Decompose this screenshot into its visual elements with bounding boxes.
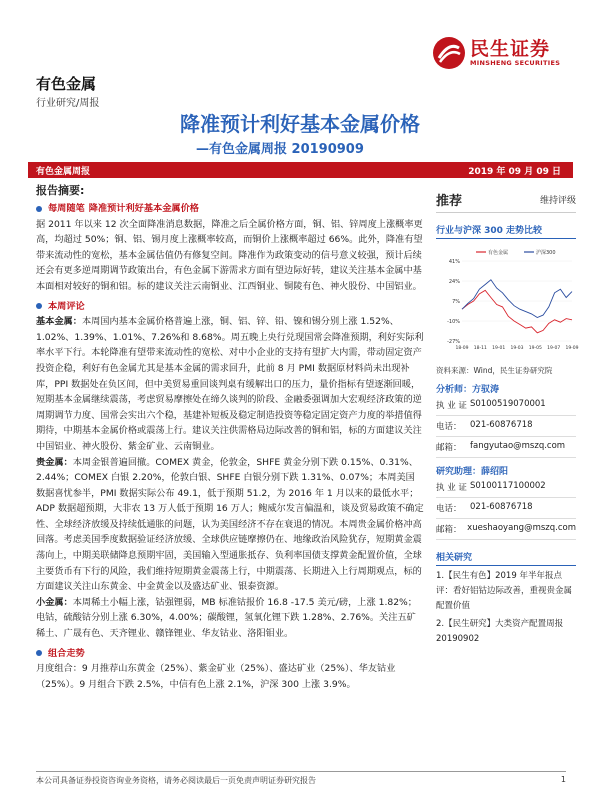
related-heading: 相关研究 [436,550,576,566]
sidebar [436,190,579,647]
header-bar [28,162,573,178]
bullet-icon [36,206,42,212]
x-tick-label: 19-03 [510,346,524,351]
chart-heading: 行业与沪深 300 走势比较 [436,223,576,239]
x-tick-label: 18-11 [473,346,487,351]
precious-metals-text: 贵金属：本周金银普遍回撤。COMEX 黄金，伦敦金，SHFE 黄金分别下跌 0.15%、0.31%、2.44%；COMEX 白银 2.20%，伦敦白银、SHFE 白银分别下跌 1.31%、0.07%；本周美国数据喜忧参半，PMI 数据实际公布 49.1，低于预期 51.2，为 2016 年 1 月以来的最低水平；ADP 数据超预期，大非农 13 万人低于预期 16 万人；鲍威尔发言偏温和，谈及贸易政策不确定性、全球经济放缓及持续低通胀的问题，认为美国经济不存在衰退的情况。本周贵金属价格冲高回落。考虑美国季度数据验证经济放缓、全球供应链摩擦仍在、地缘政治风险犹存，短期黄金震荡向上，中期美联储降息预期牢固，美国输入型通胀抵存、负利率国债支撑黄金配置价值，全球主要货币有下行的风险，我们维持短期黄金震荡上行，中期震荡、长期进入上行周期观点，标的方面建议关注山东黄金、中金黄金以及盛达矿业、银泰资源。 [36,456,424,593]
related-item[interactable]: 1.【民生有色】2019 年半年报点评：看好铝钴边际改善，重视贵金属配置价值 [436,571,573,611]
trend-chart [436,245,579,355]
section-heading-review: 本周评论 [36,299,424,315]
report-title: 降准预计利好基本金属价格 [180,112,420,136]
y-tick-label: -27% [447,339,460,345]
rating: 维持评级 [539,196,576,206]
researcher-phone-row: 电话： 021-60876718 [436,498,576,519]
researcher-cert-row: 执 业 证 S0100117100002 [436,477,576,498]
analyst-heading: 分析师：方驭涛 [436,385,500,395]
base-metals-text: 基本金属：本周国内基本金属价格普遍上涨，铜、铝、锌、铅、镍和锡分别上涨 1.52%、1.02%、1.39%、1.01%、7.26%和 8.68%。周五晚上央行兑现国常会降准预期，利好实际利率水平下行。本轮降准有望带来流动性的宽松、对中小企业的支持有望扩大内需，带动固定资产投资企稳，利好有色金属尤其是基本金属的需求回升，此前 8 月 PMI 数据原材料尚未出现补库，PPI 数据处在负区间，但中美贸易重回谈判桌有缓解出口的压力，量价指标有望逐渐回暖，短期基本金属继续震荡，考虑贸易摩擦处在缔久谈判的阶段、金融委强调加大宏观经济政策的逆周期调节力度、国常会实出六个稳，基建补短板及稳定制造投资等稳定固定资产力度的举措值得期待，中期基本金属价格或震荡上行。建议关注供需格局边际改善的铜和铝，标的方面建议关注中国铝业、神火股份、紫金矿业、云南铜业。 [36,316,424,452]
x-tick-label: 19-07 [547,346,561,351]
header-bar-label: 有色金属周报 [36,167,91,177]
bullet-icon [36,303,42,309]
rating-row [436,190,576,213]
x-tick-label: 19-09 [565,346,579,351]
analyst-cert-row: 执 业 证 S0100519070001 [436,395,576,416]
footer-disclaimer: 本公司具备证券投资咨询业务资格，请务必阅读最后一页免责声明证券研究报告 [36,776,316,785]
brand-logo [432,36,560,70]
sector-name: 有色金属 [36,75,97,93]
x-tick-label: 19-05 [528,346,542,351]
researcher-heading: 研究助理：薛绍阳 [436,467,509,477]
bullet-icon [36,650,42,656]
series-line [462,280,572,318]
legend-label: 沪深300 [536,250,556,256]
x-tick-label: 18-09 [455,346,469,351]
legend-label: 有色金属 [488,250,509,256]
analyst-email-row[interactable]: 邮箱： fangyutao@mszq.com [436,437,576,458]
brand-name-en: MINSHENG SECURITIES [470,59,561,67]
weekly-text: 据 2011 年以来 12 次全面降准消息数据，降准之后全属价格方面，铜、铝、锌周度上涨概率更高，均超过 50%；铜、铝、锡月度上涨概率较高，而铜价上涨概率超过 66%。此外，降准有望带来流动性的宽松，基本金属估值仍有修复空间。降准作为政策变动的信号意义较强，预计后续还会有更多逆周期调节政策出台，有色金属下游需求方面有望边际好转，建议关注基本金属中基本面相对较好的铜和铝。标的建议关注云南铜业、江西铜业、铜陵有色、神火股份、中国铝业。 [36,218,423,292]
minor-metals-text: 小金属：本周稀土小幅上涨，钴强锂弱，MB 标准钴报价 16.8 -17.5 美元/磅，上涨 1.82%；电钴，硫酸钴分别上涨 6.30%，4.00%；碳酸锂，氢氧化锂下跌 1.28%、2.76%。关注五矿稀土、广晟有色、天齐锂业、赣锋锂业、华友钴业、洛阳钼业。 [36,596,417,640]
main-column [36,197,424,692]
brand-name: 民生证券 [470,38,551,60]
summary-title: 报告摘要: [36,184,85,197]
report-date: 2019 年 09 月 09 日 [468,167,561,177]
analyst-phone-row: 电话： 021-60876718 [436,416,576,437]
x-tick-label: 19-01 [492,346,506,351]
portfolio-text: 月度组合：9 月推荐山东黄金（25%）、紫金矿业（25%）、盛达矿业（25%）、华友钴业（25%）。9 月组合下跌 2.5%，中信有色上涨 2.1%，沪深 300 上涨 3.9%。 [36,663,396,690]
y-tick-label: -10% [447,319,460,325]
page-number: 1 [560,775,566,784]
y-tick-label: 24% [448,279,460,285]
report-type: 行业研究/周报 [36,98,100,109]
report-subtitle: —有色金属周报 20190909 [196,142,364,157]
brand-mark-icon [432,36,466,70]
researcher-email-row[interactable]: 邮箱： xueshaoyang@mszq.com [436,519,576,540]
chart-source: 资料来源：Wind，民生证券研究院 [436,366,553,375]
recommendation: 推荐 [436,194,463,209]
section-heading-portfolio: 组合走势 [36,646,424,662]
related-item[interactable]: 2.【民生研究】大类资产配置周报 20190902 [436,619,564,644]
series-line [462,290,572,332]
footer [36,771,566,786]
y-tick-label: 7% [452,299,460,305]
section-heading-weekly: 每周随笔 降准预计利好基本金属价格 [36,201,424,217]
y-tick-label: 41% [448,259,460,265]
